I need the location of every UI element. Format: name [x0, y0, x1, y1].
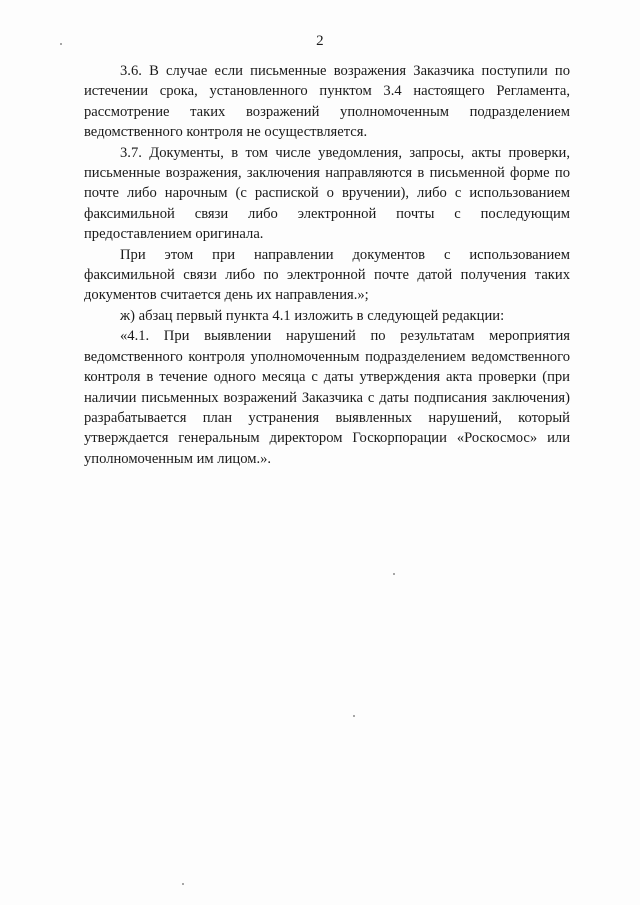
- paragraph-4-1: «4.1. При выявлении нарушений по результатам мероприятия ведомственного контроля уполномоченным подразделением ведомственного контроля в течение одного месяца с даты утверждения акта проверки (при наличии письменных возражений Заказчика с даты подписания заключения) разрабатывается план устранения выявленных нарушений, который утверждается генеральным директором Госкорпорации «Роскосмос» или уполномоченным им лицом.».: [84, 328, 570, 467]
- document-body: [84, 61, 570, 469]
- scan-speck: [393, 573, 395, 575]
- paragraph-3-7-continuation: При этом при направлении документов с использованием факсимильной связи либо по электронной почте датой получения таких документов считается день их направления.»;: [84, 246, 570, 304]
- paragraph-3-6: 3.6. В случае если письменные возражения Заказчика поступили по истечении срока, установленного пунктом 3.4 настоящего Регламента, рассмотрение таких возражений уполномоченным подразделением ведомственного контроля не осуществляется.: [84, 63, 570, 141]
- page-number: 2: [316, 33, 324, 49]
- paragraph-3-7: 3.7. Документы, в том числе уведомления, запросы, акты проверки, письменные возражения, заключения направляются в письменной форме по почте либо нарочным (с распиской о вручении), либо с использованием факсимильной связи либо электронной почты с последующим предоставлением оригинала.: [84, 144, 570, 243]
- scan-speck: [60, 43, 62, 45]
- paragraph-zh: ж) абзац первый пункта 4.1 изложить в следующей редакции:: [120, 307, 505, 324]
- scan-speck: [353, 715, 355, 717]
- scan-speck: [182, 883, 184, 885]
